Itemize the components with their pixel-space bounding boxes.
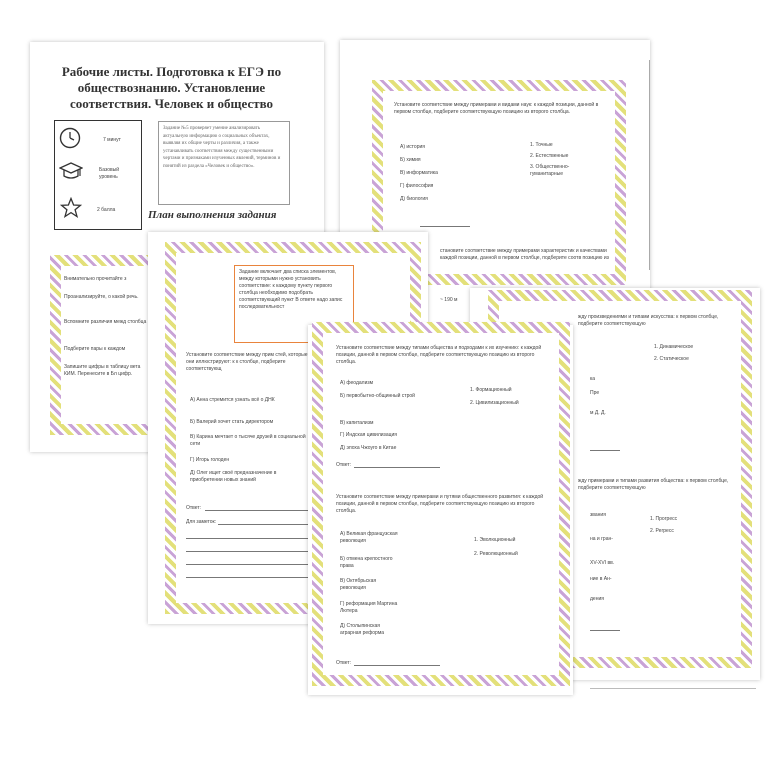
cover-title: Рабочие листы. Подготовка к ЕГЭ по обществознанию. Установление соответствия. Человек и общество	[61, 64, 282, 111]
art-fragment: м Д. Д.	[590, 410, 606, 416]
star-icon	[60, 197, 82, 219]
science-category: 3. Общественно-гуманитарные	[530, 164, 570, 177]
science-option: Б) химия	[400, 157, 421, 163]
science-fragment: ~ 190 м	[440, 297, 458, 303]
notes-line	[186, 564, 315, 565]
plan-step: Внимательно прочитайте з	[64, 276, 127, 282]
society-option: Д) эпоха Чжоуго в Китае	[340, 445, 397, 451]
art-instruction: жду примерами и типами развития общества: к первом столбце, подберите соответствующую	[578, 478, 729, 491]
science-instruction: Установите соответствие между примерами и видами наук: к каждой позиции, данной в первом столбце, подберите соответствующую позицию из второго столбца.	[394, 102, 599, 115]
art-fragment: на и гран-	[590, 536, 613, 542]
science-option: Г) философия	[400, 183, 434, 189]
society-option: Г) реформация Мартина Лютера	[340, 601, 398, 614]
science-option: В) информатика	[400, 170, 438, 176]
society-option: А) Великая французская революция	[340, 531, 398, 544]
needs-item: А) Анна стремится узнать всё о ДНК	[190, 397, 275, 403]
art-instruction: жду произведениями и типами искусства: к первом столбце, подберите соответствующую	[578, 314, 719, 327]
plan-title: План выполнения задания	[148, 209, 277, 221]
art-category: 1. Прогресс	[650, 516, 678, 522]
art-fragment: XV-XVI вв.	[590, 560, 615, 566]
plan-step: Проанализируйте, о какой речь.	[64, 294, 139, 300]
needs-instruction: Установите соответствие между прим стей, которые они иллюстрируют: к к столбце, подберите соответствующ	[186, 352, 308, 372]
needs-item: Д) Олег ищет своё предназначение в приобретении новых знаний	[190, 470, 277, 483]
page-edge	[590, 688, 756, 689]
society-path: 1. Эволюционный	[474, 537, 516, 543]
answer-label: Ответ:	[186, 505, 202, 511]
art-category: 2. Статическое	[654, 356, 689, 362]
society-instruction: Установите соответствие между типами общества и подходами к их изучению: к каждой позиции, данной в первом столбце, подберите соответствующую позицию из второго столбца.	[336, 345, 542, 365]
answer-line	[590, 630, 620, 631]
society-option: В) Октябрьская революция	[340, 578, 377, 591]
society-approach: 2. Цивилизационный	[470, 400, 519, 406]
science-second-instruction: становите соответствие между примерами характеристик и качествами каждой позиции, данной в первом столбце, подберите соотв позицию из	[440, 248, 609, 261]
society-path: 2. Революционный	[474, 551, 518, 557]
society-option: А) феодализм	[340, 380, 374, 386]
needs-item: Г) Игорь голоден	[190, 457, 230, 463]
task-description-box	[158, 121, 290, 205]
art-category: 1. Динамическое	[654, 344, 694, 350]
needs-item: Б) Валерий хочет стать директором	[190, 419, 274, 425]
answer-label: Ответ:	[336, 660, 352, 666]
task-note-text: Задание включает два списка элементов, между которыми нужно установить соответствие: к каждому пункту первого столбца необходимо подобрать соответствующий пункт В ответе надо запис последовательност	[239, 269, 343, 310]
answer-label: Ответ:	[336, 462, 352, 468]
notes-line	[186, 538, 315, 539]
society-option: Г) Индская цивилизация	[340, 432, 397, 438]
science-option: А) история	[400, 144, 425, 150]
art-category: 2. Регресс	[650, 528, 674, 534]
society-option: Б) отмена крепостного права	[340, 556, 393, 569]
task-description-text: Задание №5 проверяет умение анализировать актуальную информацию о социальных объектах, выявляя их общие черты и различия, а также устанавливать соответствия между существенными чертами и признаками изученных явлений, терминов и понятий из раздела «Человек и общество».	[163, 126, 281, 169]
answer-line	[420, 226, 470, 227]
level-label: Базовый уровень	[99, 167, 120, 180]
art-fragment: дения	[590, 596, 604, 602]
notes-label: Для заметок:	[186, 519, 217, 525]
notes-line	[186, 551, 315, 552]
notes-line	[186, 577, 315, 578]
art-fragment: ка	[590, 376, 596, 382]
graduation-cap-icon	[59, 161, 83, 183]
society-option: Д) Столыпинская аграрная реформа	[340, 623, 385, 636]
art-fragment: Пре	[590, 390, 600, 396]
notes-line	[218, 524, 315, 525]
society-approach: 1. Формационный	[470, 387, 512, 393]
society-instruction: Установите соответствие между примерами и путями общественного развития: к каждой позиции, данной в первом столбце, подберите соответствующую позицию из второго столбца.	[336, 494, 544, 514]
clock-icon	[59, 127, 81, 149]
science-category: 1. Точные	[530, 142, 553, 148]
time-label: 7 минут	[103, 137, 121, 143]
plan-step: Подберите пары к каждом	[64, 346, 126, 352]
society-option: Б) первобытно-общинный строй	[340, 393, 415, 399]
answer-line	[354, 665, 440, 666]
answer-line	[354, 467, 440, 468]
needs-item: В) Карина мечтает о тысяче друзей в социальной сети	[190, 434, 306, 447]
plan-step: Запишите цифры в таблицу вета КИМ. Перенесите в Бл цифр.	[64, 364, 141, 377]
science-category: 2. Естественные	[530, 153, 569, 159]
society-option: В) капитализм	[340, 420, 374, 426]
art-fragment: звания	[590, 512, 606, 518]
art-fragment: ние в Ан-	[590, 576, 612, 582]
task-info-box	[54, 120, 142, 230]
plan-step: Вспомните различия межд столбца	[64, 319, 147, 325]
points-label: 2 балла	[97, 207, 116, 213]
answer-line	[205, 510, 315, 511]
science-option: Д) биология	[400, 196, 428, 202]
page-edge	[649, 60, 650, 270]
answer-line	[590, 450, 620, 451]
